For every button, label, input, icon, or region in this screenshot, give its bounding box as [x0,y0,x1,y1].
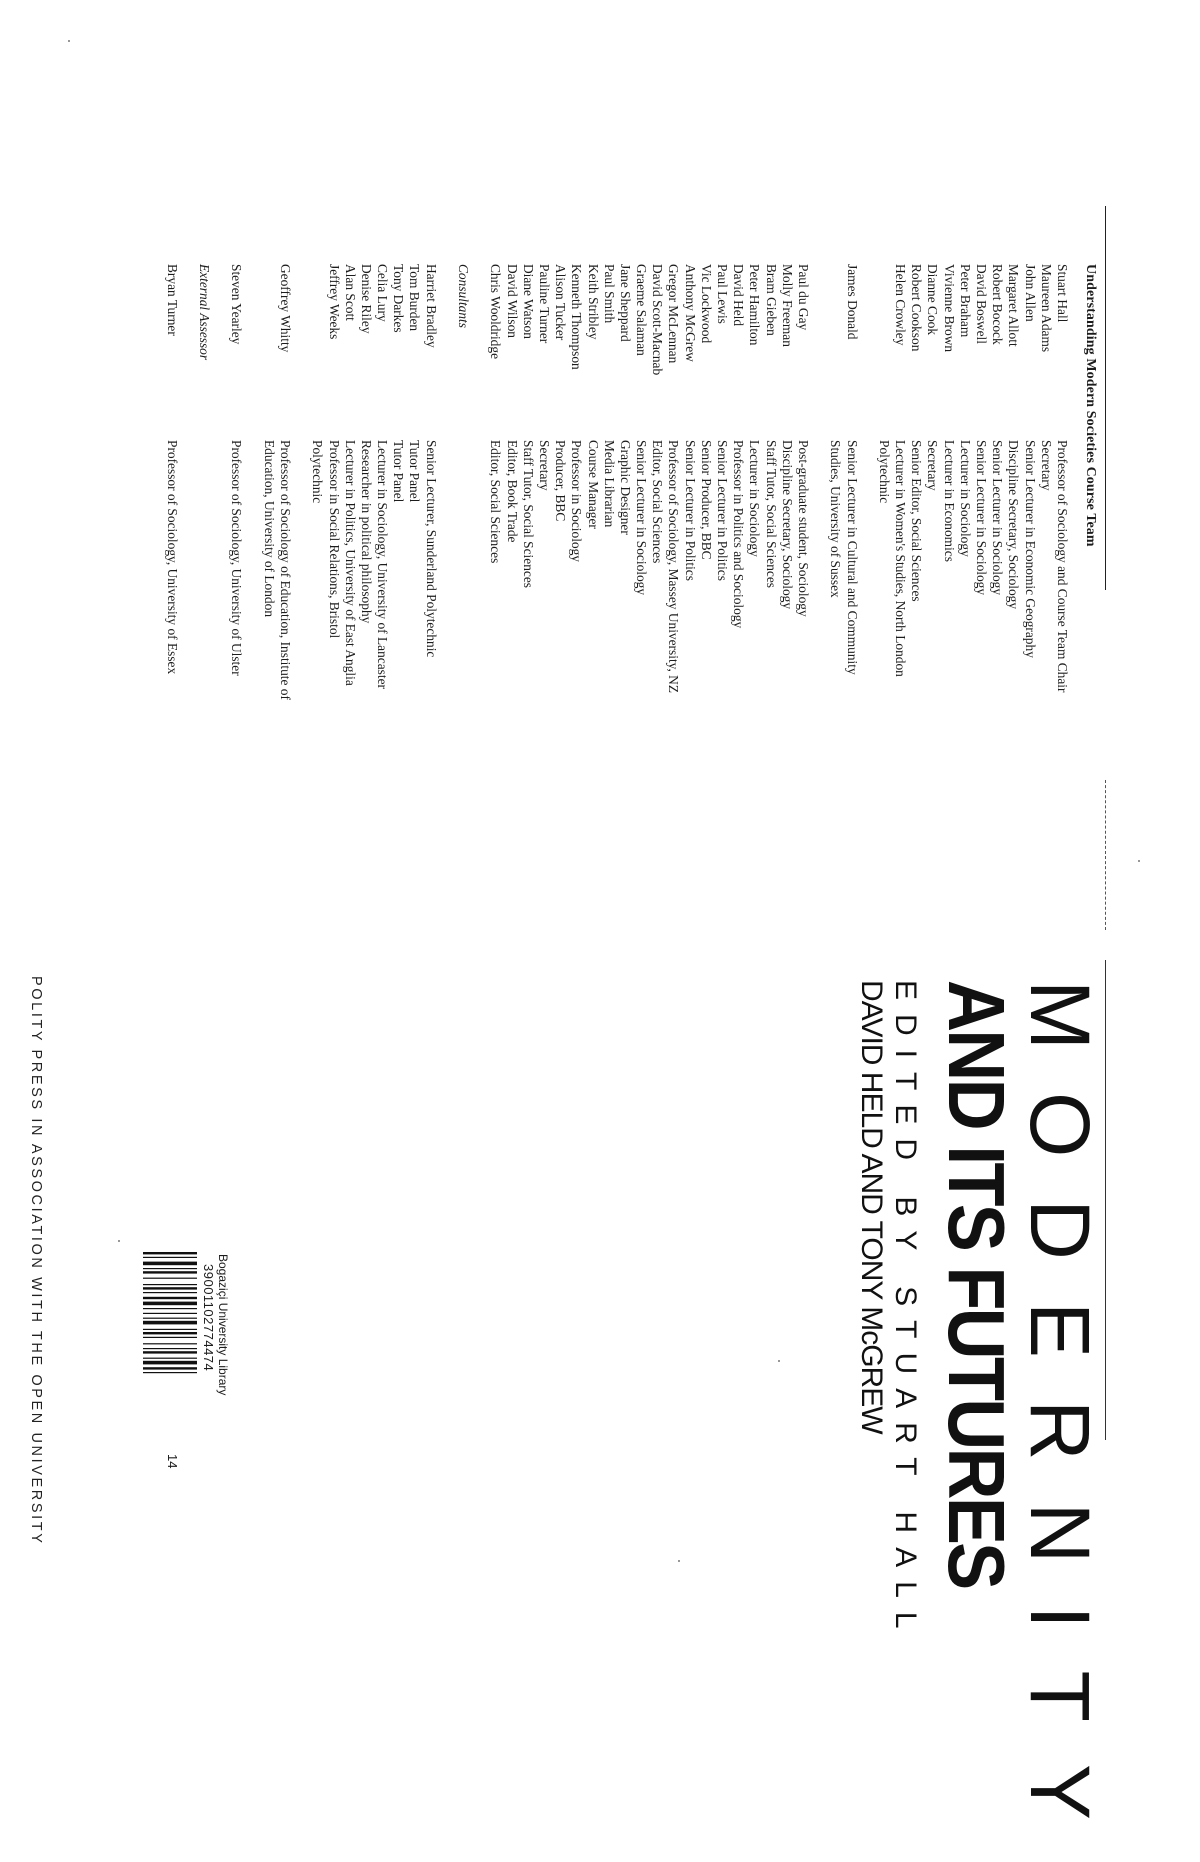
barcode-bar [143,1313,197,1314]
team-member-role: Tutor Panel [407,440,423,503]
team-member-role: Polytechnic [310,440,326,504]
team-member-name [827,264,843,440]
team-member-name: Vic Lockwood [698,264,714,344]
team-member-role: Lecturer in Sociology [747,440,763,557]
barcode-bar [143,1358,197,1359]
group-spacer [212,264,228,1114]
team-member-name: John Allen [1022,264,1038,322]
barcode-bar [143,1257,197,1258]
team-member-name: Bram Gieben [763,264,779,336]
team-member-role: Editor, Social Sciences [488,440,504,564]
team-member-row [682,264,698,1114]
team-member-row [698,264,714,1114]
barcode-bar [143,1287,197,1289]
scan-speck [1138,860,1140,862]
team-member-name: David Wilson [504,264,520,338]
team-member-role: Senior Producer, BBC [698,440,714,560]
team-member-row [795,264,811,1114]
team-member-row [406,264,422,1114]
team-member-row [309,264,325,1114]
team-member-role: Professor in Social Relations, Bristol [326,440,342,639]
team-member-name: Tom Burden [407,264,423,332]
team-member-name [309,264,325,440]
barcode-bar [143,1292,197,1293]
barcode-bar [143,1332,197,1334]
team-member-row [358,264,374,1114]
team-member-row [779,264,795,1114]
team-member-role: Senior Lecturer in Sociology [990,440,1006,596]
team-member-name: Alison Tucker [553,264,569,341]
team-member-row [455,264,471,1114]
library-name: Bogaziçi University Library [216,1254,230,1396]
team-member-role: Editor, Book Trade [504,440,520,543]
team-member-role: Secretary [925,440,941,491]
team-member-role: Graphic Designer [617,440,633,535]
team-member-name: Peter Braham [957,264,973,338]
team-member-row [164,264,180,1114]
team-member-name: Alan Scott [342,264,358,321]
team-member-role: Editor, Social Sciences [650,440,666,564]
team-member-row [374,264,390,1114]
team-member-row [649,264,665,1114]
barcode-image [141,1248,199,1438]
team-member-name: Vivienne Brown [941,264,957,353]
barcode-bar [143,1321,197,1325]
group-spacer [811,264,827,1114]
barcode-bar [143,1271,197,1273]
team-member-role: Researcher in political philosophy [358,440,374,624]
team-member-name: Dianne Cook [925,264,941,336]
barcode-bar [143,1367,197,1369]
team-member-role: Post-graduate student, Sociology [796,440,811,617]
team-member-role: Course Manager [585,440,601,529]
barcode-bar [143,1372,197,1373]
team-member-name: Helen Crowley [893,264,909,346]
team-member-row [261,264,277,1114]
team-member-name: Gregor McLennan [666,264,682,364]
barcode-bar [143,1348,197,1349]
team-member-role: Senior Lecturer in Politics [682,440,698,581]
team-member-role: Senior Lecturer in Sociology [634,440,650,596]
group-spacer [439,264,455,1114]
team-member-name: Margaret Allott [1006,264,1022,347]
scan-speck [678,1560,680,1562]
team-member-name: Harriet Bradley [423,264,439,348]
scan-speck [68,40,70,42]
editors-line-1: EDITED BY STUART HALL [889,980,922,1643]
team-member-row [665,264,681,1114]
team-member-row [423,264,439,1114]
team-member-name: Denise Riley [358,264,374,334]
course-team-heading: Understanding Modern Societies Course Team [1083,264,1098,547]
group-spacer [180,264,196,1114]
barcode-tag: 14 [165,1454,180,1469]
team-member-role: Lecturer in Economics [941,440,957,562]
barcode-bar [143,1297,197,1299]
team-member-row [277,264,293,1114]
team-member-role: Lecturer in Sociology, University of Lancaster [375,440,391,690]
team-member-name: Robert Cookson [909,264,925,352]
team-member-name: Bryan Turner [164,264,180,336]
team-member-name: Paul Lewis [715,264,731,324]
barcode-bar [143,1252,197,1254]
barcode-bar [143,1361,197,1365]
team-member-role: Tutor Panel [391,440,407,503]
barcode-bar [143,1343,197,1344]
book-title-line-2: AND ITS FUTURES [932,980,1021,1588]
team-member-row [601,264,617,1114]
team-member-row [342,264,358,1114]
team-member-name: David Held [731,264,747,327]
barcode-bar [143,1308,197,1309]
team-member-row [552,264,568,1114]
team-member-role: Education, University of London [261,440,277,618]
team-member-name: Keith Stribley [585,264,601,340]
barcode-bar [143,1329,197,1330]
top-rule-mid [1105,780,1106,930]
book-title-line-1: MODERNITY [1013,980,1107,1862]
team-member-role: Professor in Politics and Sociology [731,440,747,629]
team-member-role: Staff Tutor, Social Sciences [520,440,536,588]
team-member-row [196,264,212,1114]
team-member-name [261,264,277,440]
team-member-name: Maureen Adams [1038,264,1054,353]
team-member-row [714,264,730,1114]
team-member-role: Professor of Sociology of Education, Institute of [278,440,293,700]
barcode-bar [143,1351,197,1353]
team-member-role: Discipline Secretary, Sociology [1006,440,1022,610]
team-member-role: Professor in Sociology [569,440,585,562]
team-member-role: Professor of Sociology, University of Essex [164,440,180,675]
team-member-row [228,264,244,1114]
team-member-role: Discipline Secretary, Sociology [779,440,795,610]
team-member-row [584,264,600,1114]
team-member-row [390,264,406,1114]
team-member-role: Senior Lecturer, Sunderland Polytechnic [423,440,439,658]
group-spacer [471,264,487,1114]
team-member-role: Lecturer in Sociology [957,440,973,557]
team-member-role: Producer, BBC [553,440,569,522]
barcode-bar [143,1262,197,1266]
team-member-name: Celia Lury [375,264,391,322]
barcode-bar [143,1337,197,1338]
group-spacer [244,264,260,1114]
team-member-name: Anthony McGrew [682,264,698,362]
publisher-line: POLITY PRESS IN ASSOCIATION WITH THE OPEN UNIVERSITY [28,976,44,1546]
scan-speck [778,1360,780,1362]
team-member-name: Paul du Gay [796,264,811,331]
team-member-name: Steven Yearley [229,264,245,345]
barcode-bar [143,1278,197,1279]
team-member-role: Senior Lecturer in Sociology [974,440,990,596]
team-member-role: Professor of Sociology, Massey University, NZ [666,440,682,694]
team-member-row [503,264,519,1114]
team-member-role: Senior Lecturer in Politics [715,440,731,581]
barcode-bar [143,1318,197,1319]
team-member-role: Professor of Sociology, University of Ulster [229,440,245,676]
library-barcode-label [141,1248,230,1468]
team-member-role: Media Librarian [601,440,617,528]
team-member-name: Pauline Turner [537,264,552,344]
team-member-row [762,264,778,1114]
team-member-name: Molly Freeman [779,264,795,347]
team-member-role: Senior Lecturer in Economic Geography [1022,440,1038,658]
barcode-bar [143,1268,197,1269]
team-member-role: Lecturer in Politics, University of East Anglia [342,440,358,686]
team-member-name: Kenneth Thompson [569,264,585,370]
book-title-block [854,980,1107,1862]
team-member-role: Staff Tutor, Social Sciences [763,440,779,588]
group-spacer [293,264,309,1114]
team-member-role: Senior Editor, Social Sciences [909,440,925,602]
team-member-name: Tony Darkes [391,264,407,333]
team-member-row [633,264,649,1114]
team-member-name: Geoffrey Whitty [278,264,293,353]
team-member-role: Secretary [537,440,552,491]
team-member-name: Paul Smith [601,264,617,324]
barcode-bar [143,1284,197,1285]
barcode-bar [143,1302,197,1306]
team-member-role: Polytechnic [876,440,892,504]
barcode-number: 39001102774474 [201,1264,216,1372]
team-member-name: David Boswell [974,264,990,344]
team-member-name: James Donald [844,264,860,340]
team-member-row [520,264,536,1114]
team-member-name: Jane Sheppard [617,264,633,342]
team-member-row [487,264,503,1114]
team-member-name [876,264,892,440]
team-member-row [746,264,762,1114]
team-member-name: Graeme Salaman [634,264,650,356]
top-rule-left [1105,206,1106,590]
team-member-name: Peter Hamilton [747,264,763,346]
team-member-name: External Assessor [197,264,213,361]
team-member-name: Jeffrey Weeks [326,264,342,340]
team-member-role: Studies, University of Sussex [828,440,844,598]
team-member-row [827,264,843,1114]
team-member-name: Consultants [456,264,472,328]
team-member-name: Stuart Hall [1055,264,1070,323]
team-member-name: Robert Bocock [990,264,1006,345]
team-member-row [568,264,584,1114]
scan-speck [118,1240,120,1242]
team-member-name: David Scott-Macnab [650,264,666,376]
team-member-row [730,264,746,1114]
team-member-role: Professor of Sociology and Course Team Chair [1055,440,1070,693]
team-member-row [536,264,552,1114]
team-member-row [325,264,341,1114]
team-member-role: Secretary [1038,440,1054,491]
team-member-row [617,264,633,1114]
editors-line-2: DAVID HELD AND TONY McGREW [855,980,888,1434]
team-member-name: Diane Watson [520,264,536,339]
team-member-name: Chris Wooldridge [488,264,504,360]
team-member-role: Senior Lecturer in Cultural and Community [844,440,860,675]
team-member-role: Lecturer in Women's Studies, North London [893,440,909,677]
